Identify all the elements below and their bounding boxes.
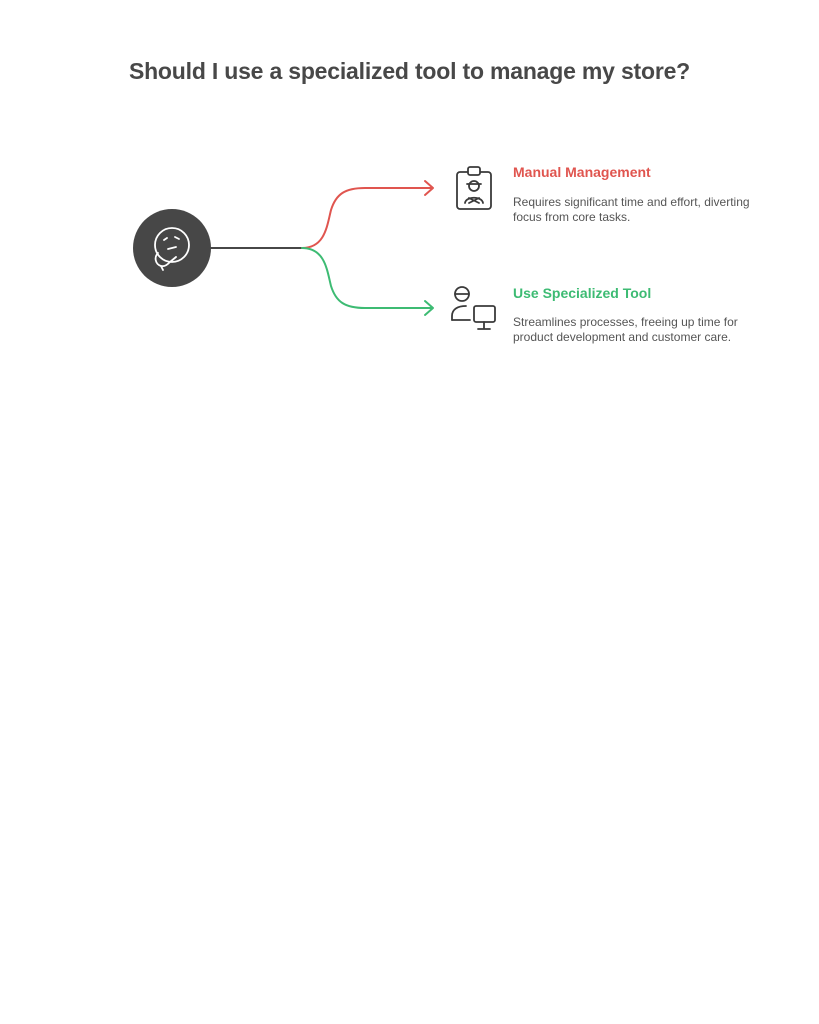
branch-tool-connector bbox=[302, 248, 432, 308]
branch-manual-connector bbox=[302, 188, 432, 248]
option-tool-description: Streamlines processes, freeing up time for product development and customer care. bbox=[513, 315, 738, 344]
id-badge-worker-icon bbox=[457, 167, 491, 209]
option-manual-title: Manual Management bbox=[513, 164, 651, 180]
option-tool-title: Use Specialized Tool bbox=[513, 285, 652, 301]
option-manual-description: Requires significant time and effort, diverting focus from core tasks. bbox=[513, 195, 750, 224]
hub-node bbox=[133, 209, 211, 287]
page-title: Should I use a specialized tool to manage my store? bbox=[128, 58, 691, 84]
person-computer-icon bbox=[452, 287, 495, 329]
